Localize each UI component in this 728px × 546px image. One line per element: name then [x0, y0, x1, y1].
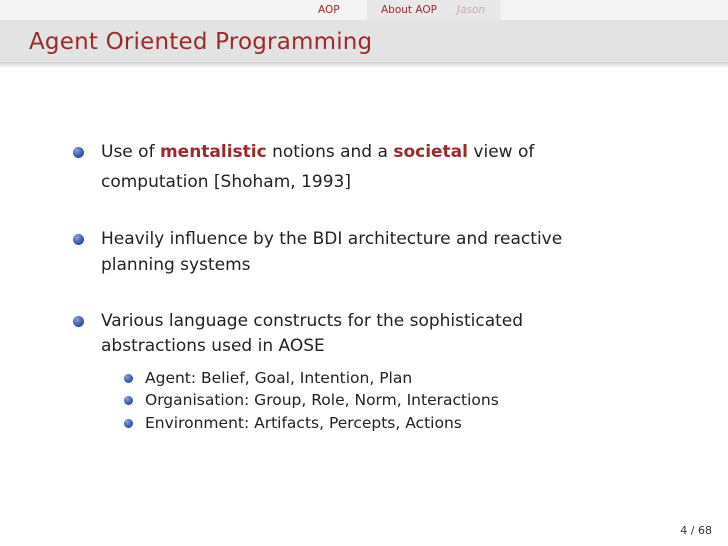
title-shadow: [0, 62, 728, 68]
bullet-3-line-2: abstractions used in AOSE: [101, 336, 325, 356]
nav-section-jason[interactable]: Jason: [457, 4, 486, 16]
bullet-1-text-mid: notions and a: [266, 142, 394, 162]
bullet-1-text-pre: Use of: [101, 142, 160, 162]
bullet-1-text-post: view of: [468, 142, 535, 162]
sub-bullet-icon: [124, 419, 133, 428]
nav-section-about-aop[interactable]: About AOP: [381, 4, 437, 16]
emphasis-societal: societal: [393, 142, 468, 162]
navigation-bar: [0, 0, 728, 20]
emphasis-mentalistic: mentalistic: [159, 142, 267, 162]
bullet-3-line-1: Various language constructs for the sophisticated: [101, 311, 524, 331]
page-number: 4 / 68: [680, 524, 712, 537]
bullet-2-line-2: planning systems: [101, 255, 251, 275]
title-bar: [0, 20, 728, 62]
slide-title: Agent Oriented Programming: [29, 29, 373, 55]
bullet-1-line-2: computation [Shoham, 1993]: [101, 172, 351, 192]
sub-item-agent: Agent: Belief, Goal, Intention, Plan: [145, 369, 413, 387]
bullet-icon: [73, 316, 84, 327]
bullet-icon: [73, 234, 84, 245]
bullet-2-line-1: Heavily influence by the BDI architecture and reactive: [101, 229, 563, 249]
bullet-1-line-1: [101, 140, 534, 165]
sub-bullet-icon: [124, 396, 133, 405]
nav-section-aop[interactable]: AOP: [318, 4, 340, 16]
bullet-icon: [73, 147, 84, 158]
sub-bullet-icon: [124, 374, 133, 383]
sub-item-organisation: Organisation: Group, Role, Norm, Interactions: [145, 391, 499, 409]
sub-item-environment: Environment: Artifacts, Percepts, Actions: [145, 414, 462, 432]
